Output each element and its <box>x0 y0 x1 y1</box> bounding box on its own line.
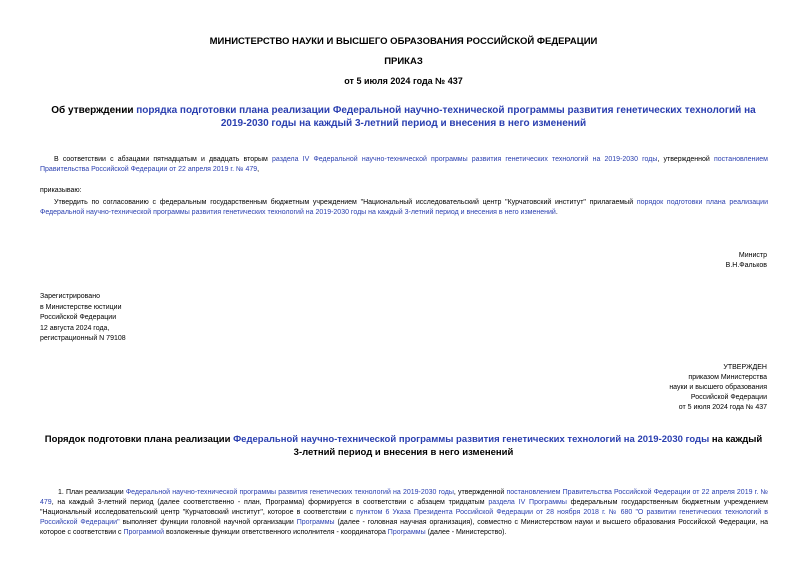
p3-text-3: , на каждый 3-летний период (далее соответственно - план, Программа) формируется в соответствии с абзацем тридцатым <box>51 499 489 506</box>
government-decree-link[interactable]: постановлением Правительства Российской Федерации от 22 апреля 2019 г. № 479 <box>40 156 768 173</box>
order-title-link[interactable]: порядка подготовки плана реализации Федеральной научно-технической программы развития генетических технологий на 2019-2030 годы на каждый 3-летний период и внесения в него изменений <box>136 105 756 129</box>
p3-decree-president-link[interactable]: пунктом 6 Указа Президента Российской Федерации от 28 ноября 2018 г. № 680 "О развитии генетических технологий в Российской Федерации" <box>40 509 768 526</box>
approval-line: УТВЕРЖДЕН <box>723 364 767 371</box>
registration-line: Российской Федерации <box>40 314 117 321</box>
p3-section-link[interactable]: раздела IV Программы <box>488 499 567 506</box>
registration-block <box>40 292 240 345</box>
preamble-text-1: В соответствии с абзацами пятнадцатым и двадцать вторым <box>54 156 273 163</box>
document-date-number: от 5 июля 2024 года № 437 <box>344 76 463 86</box>
signature-block <box>467 251 767 271</box>
order-title <box>40 104 767 130</box>
procedure-title-prefix: Порядок подготовки плана реализации <box>44 434 234 445</box>
procedure-title-link[interactable]: Федеральной научно-технической программы развития генетических технологий на 2019-2030 годы <box>233 434 710 445</box>
approval-line: Российской Федерации <box>690 394 767 401</box>
ministry-heading: МИНИСТЕРСТВО НАУКИ И ВЫСШЕГО ОБРАЗОВАНИЯ РОССИЙСКОЙ ФЕДЕРАЦИИ <box>209 36 598 47</box>
orders-word: приказываю: <box>40 187 82 194</box>
registration-line: регистрационный N 79108 <box>40 335 126 342</box>
approval-block <box>467 363 767 413</box>
registration-line: в Министерстве юстиции <box>40 303 122 311</box>
procedure-link[interactable]: порядок подготовки плана реализации Федеральной научно-технической программы развития генетических технологий на 2019-2030 годы на каждый 3-летний период и внесения в него изменений <box>40 199 768 216</box>
approval-line: приказом Министерства <box>688 374 767 381</box>
p3-program-link-4[interactable]: Программы <box>387 529 426 536</box>
p3-text-8: (далее - Министерство). <box>425 529 507 536</box>
procedure-title <box>40 433 767 459</box>
p3-text-7: возложенные функции ответственного исполнителя - координатора <box>164 529 388 536</box>
p3-text-5: выполняет функции головной научной организации <box>119 519 297 526</box>
procedure-title-suffix: на каждый 3-летний период и внесения в него изменений <box>293 434 763 458</box>
order-text-2: . <box>555 209 558 216</box>
signature-position: Министр <box>738 252 767 259</box>
program-section-link[interactable]: раздела IV Федеральной научно-технической программы развития генетических технологий на 2019-2030 годы <box>272 156 658 163</box>
p3-decree-link[interactable]: постановлением Правительства Российской Федерации от 22 апреля 2019 г. № 479 <box>40 489 768 506</box>
approval-line: от 5 июля 2024 года № 437 <box>678 404 767 411</box>
order-title-prefix: Об утверждении <box>51 105 137 116</box>
preamble-paragraph <box>40 155 768 175</box>
p3-program-link-2[interactable]: Программы <box>296 519 335 526</box>
order-paragraph <box>40 198 768 218</box>
procedure-paragraph-1 <box>40 488 768 538</box>
preamble-text-2: , утвержденной <box>657 156 714 163</box>
p3-program-link[interactable]: Федеральной научно-технической программы развития генетических технологий на 2019-2030 годы <box>125 489 454 496</box>
p3-program-link-3[interactable]: Программой <box>123 529 165 536</box>
signature-name: В.Н.Фальков <box>725 262 767 269</box>
preamble-text-3: , <box>257 166 260 173</box>
document-type: ПРИКАЗ <box>384 56 423 67</box>
p3-text-6: (далее - головная научная организация), совместно с Министерством науки и высшего образования Российской Федерации, на которое с соответствии с <box>40 519 768 536</box>
registration-line: 12 августа 2024 года, <box>40 324 110 332</box>
p3-text-1: 1. План реализации <box>58 489 126 496</box>
approval-line: науки и высшего образования <box>669 384 767 391</box>
p3-text-2: , утвержденной <box>453 489 507 496</box>
order-text-1: Утвердить по согласованию с федеральным государственным бюджетным учреждением "Национальный исследовательский центр "Курчатовский институт" прилагаемый <box>54 199 637 206</box>
registration-line: Зарегистрировано <box>40 293 100 300</box>
p3-text-4: федеральным государственным бюджетным учреждением "Национальный исследовательский центр "Курчатовский институт", которое в соответствии с <box>40 499 768 516</box>
